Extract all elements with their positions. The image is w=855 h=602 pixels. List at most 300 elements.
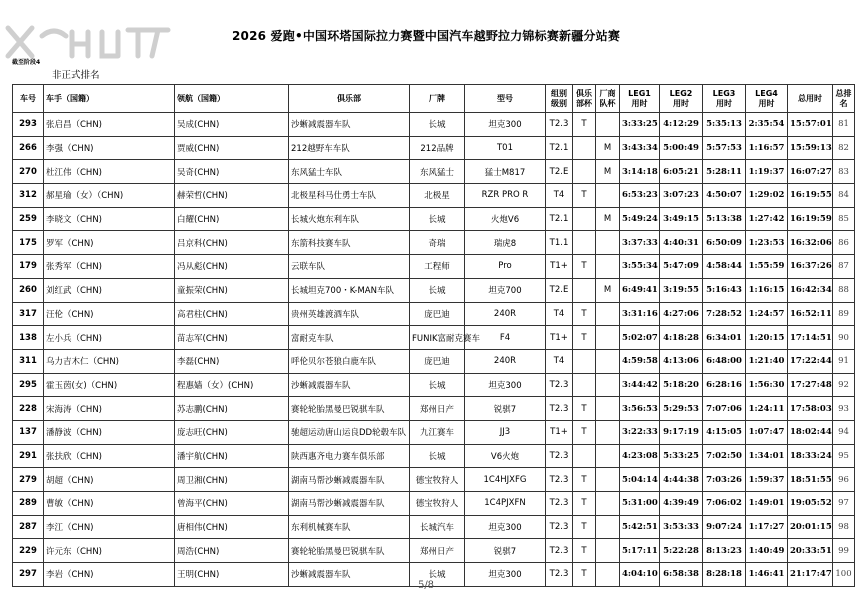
leg1-time-cell: 3:22:33 (620, 420, 660, 444)
leg4-time-cell: 1:23:53 (746, 231, 788, 255)
model-cell: 1C4PJXFN (465, 492, 546, 516)
codriver-cell: 吴成(CHN) (175, 113, 289, 137)
total-time-cell: 16:42:34 (788, 278, 833, 302)
leg2-time-cell: 4:40:31 (660, 231, 703, 255)
table-row (13, 539, 855, 563)
car-number-cell: 138 (13, 326, 44, 350)
codriver-cell: 庞志旺(CHN) (175, 420, 289, 444)
total-time-cell: 19:05:52 (788, 492, 833, 516)
leg4-time-cell: 1:49:01 (746, 492, 788, 516)
brand-cell: 长城汽车 (410, 515, 465, 539)
driver-cell: 潘静波（CHN) (44, 420, 175, 444)
leg3-time-cell: 7:02:50 (703, 444, 746, 468)
table-row (13, 349, 855, 373)
maker-cup-cell (596, 420, 620, 444)
club-cup-cell: T (573, 184, 596, 208)
club-cup-cell (573, 136, 596, 160)
maker-cup-cell (596, 113, 620, 137)
total-time-cell: 17:27:48 (788, 373, 833, 397)
car-number-cell: 229 (13, 539, 44, 563)
leg1-time-cell: 3:55:34 (620, 255, 660, 279)
car-number-cell: 228 (13, 397, 44, 421)
stage-label: 截至阶段4 (12, 59, 41, 66)
leg1-time-cell: 5:42:51 (620, 515, 660, 539)
leg3-time-cell: 6:50:09 (703, 231, 746, 255)
club-cup-cell: T (573, 515, 596, 539)
leg3-time-cell: 8:28:18 (703, 563, 746, 587)
model-cell: 1C4HJXFG (465, 468, 546, 492)
maker-cup-cell (596, 444, 620, 468)
document-title: 2026 爱跑•中国环塔国际拉力赛暨中国汽车越野拉力锦标赛新疆分站赛 (231, 29, 621, 43)
leg1-time-cell: 3:33:25 (620, 113, 660, 137)
table-row (13, 492, 855, 516)
table-row (13, 444, 855, 468)
model-cell: 锐骐7 (465, 539, 546, 563)
codriver-cell: 程惠嫱（女）(CHN) (175, 373, 289, 397)
total-time-cell: 16:32:06 (788, 231, 833, 255)
leg3-time-cell: 5:28:11 (703, 160, 746, 184)
leg1-time-cell: 3:31:16 (620, 302, 660, 326)
class-cell: T4 (546, 302, 573, 326)
leg4-time-cell: 1:27:42 (746, 207, 788, 231)
driver-cell: 霍玉茵(女)（CHN) (44, 373, 175, 397)
leg1-time-cell: 4:23:08 (620, 444, 660, 468)
total-time-cell: 18:33:24 (788, 444, 833, 468)
leg1-time-cell: 5:49:24 (620, 207, 660, 231)
total-time-cell: 16:37:26 (788, 255, 833, 279)
maker-cup-cell (596, 231, 620, 255)
total-time-cell: 16:19:55 (788, 184, 833, 208)
club-cup-cell: T (573, 492, 596, 516)
total-time-cell: 15:59:13 (788, 136, 833, 160)
table-row (13, 373, 855, 397)
model-cell: RZR PRO R (465, 184, 546, 208)
leg2-time-cell: 3:49:15 (660, 207, 703, 231)
brand-cell: 212品牌 (410, 136, 465, 160)
club-cell: 云联车队 (289, 255, 410, 279)
codriver-cell: 李磊(CHN) (175, 349, 289, 373)
maker-cup-cell (596, 349, 620, 373)
driver-cell: 杜江伟（CHN) (44, 160, 175, 184)
brand-cell: 长城 (410, 278, 465, 302)
codriver-cell: 周浩(CHN) (175, 539, 289, 563)
club-cup-cell: T (573, 468, 596, 492)
table-row (13, 397, 855, 421)
club-cell: 长城坦克700・K-MAN车队 (289, 278, 410, 302)
header-class: 组别 级别 (546, 85, 573, 113)
ranking-label: 非正式排名 (52, 70, 100, 81)
club-cell: 赛轮轮胎黑曼巴锐骐车队 (289, 397, 410, 421)
driver-cell: 李岩（CHN) (44, 563, 175, 587)
brand-cell: 工程师 (410, 255, 465, 279)
codriver-cell: 曾海平(CHN) (175, 492, 289, 516)
header-leg1: LEG1 用时 (620, 85, 660, 113)
page-number: 5/8 (417, 580, 435, 591)
driver-cell: 曹敏（CHN) (44, 492, 175, 516)
leg1-time-cell: 5:04:14 (620, 468, 660, 492)
brand-cell: FUNIK富耐克赛车 (410, 326, 465, 350)
club-cell: 沙蜥减震器车队 (289, 373, 410, 397)
club-cell: 富耐克车队 (289, 326, 410, 350)
overall-rank-cell: 96 (833, 468, 855, 492)
class-cell: T2.3 (546, 492, 573, 516)
header-total-time: 总用时 (788, 85, 833, 113)
brand-cell: 长城 (410, 207, 465, 231)
total-time-cell: 20:01:15 (788, 515, 833, 539)
leg4-time-cell: 1:19:37 (746, 160, 788, 184)
driver-cell: 张扶欣（CHN) (44, 444, 175, 468)
model-cell: 240R (465, 349, 546, 373)
club-cup-cell (573, 160, 596, 184)
codriver-cell: 高君柱(CHN) (175, 302, 289, 326)
car-number-cell: 175 (13, 231, 44, 255)
brand-cell: 庞巴迪 (410, 349, 465, 373)
brand-cell: 庞巴迪 (410, 302, 465, 326)
brand-cell: 长城 (410, 563, 465, 587)
table-row (13, 207, 855, 231)
car-number-cell: 266 (13, 136, 44, 160)
class-cell: T1.1 (546, 231, 573, 255)
car-number-cell: 287 (13, 515, 44, 539)
maker-cup-cell: M (596, 160, 620, 184)
class-cell: T2.3 (546, 563, 573, 587)
car-number-cell: 317 (13, 302, 44, 326)
model-cell: F4 (465, 326, 546, 350)
leg1-time-cell: 3:44:42 (620, 373, 660, 397)
leg2-time-cell: 5:33:25 (660, 444, 703, 468)
class-cell: T2.3 (546, 444, 573, 468)
maker-cup-cell (596, 515, 620, 539)
leg4-time-cell: 1:24:57 (746, 302, 788, 326)
club-cell: 212越野车车队 (289, 136, 410, 160)
maker-cup-cell (596, 255, 620, 279)
model-cell: 坦克300 (465, 515, 546, 539)
club-cup-cell: T (573, 563, 596, 587)
leg3-time-cell: 7:07:06 (703, 397, 746, 421)
car-number-cell: 260 (13, 278, 44, 302)
header-leg4: LEG4 用时 (746, 85, 788, 113)
codriver-cell: 赫荣哲(CHN) (175, 184, 289, 208)
leg1-time-cell: 4:04:10 (620, 563, 660, 587)
overall-rank-cell: 84 (833, 184, 855, 208)
leg2-time-cell: 4:18:28 (660, 326, 703, 350)
club-cup-cell: T (573, 255, 596, 279)
club-cup-cell: T (573, 397, 596, 421)
table-row (13, 231, 855, 255)
maker-cup-cell (596, 326, 620, 350)
club-cell: 东风猛士车队 (289, 160, 410, 184)
club-cup-cell (573, 444, 596, 468)
club-cell: 东利机械赛车队 (289, 515, 410, 539)
leg1-time-cell: 3:37:33 (620, 231, 660, 255)
club-cell: 赛轮轮胎黑曼巴锐骐车队 (289, 539, 410, 563)
club-cell: 驰超运动唐山运良DD轮毂车队 (289, 420, 410, 444)
header-brand: 厂牌 (410, 85, 465, 113)
table-row (13, 278, 855, 302)
codriver-cell: 白耀(CHN) (175, 207, 289, 231)
leg4-time-cell: 1:07:47 (746, 420, 788, 444)
leg3-time-cell: 5:16:43 (703, 278, 746, 302)
class-cell: T1+ (546, 326, 573, 350)
leg2-time-cell: 3:07:23 (660, 184, 703, 208)
car-number-cell: 279 (13, 468, 44, 492)
table-row (13, 255, 855, 279)
header-maker-cup: 厂商 队杯 (596, 85, 620, 113)
leg4-time-cell: 1:34:01 (746, 444, 788, 468)
class-cell: T2.3 (546, 515, 573, 539)
club-cup-cell: T (573, 302, 596, 326)
table-row (13, 113, 855, 137)
club-cup-cell (573, 349, 596, 373)
leg4-time-cell: 1:24:11 (746, 397, 788, 421)
leg4-time-cell: 1:17:27 (746, 515, 788, 539)
total-time-cell: 16:07:27 (788, 160, 833, 184)
class-cell: T2.3 (546, 397, 573, 421)
overall-rank-cell: 82 (833, 136, 855, 160)
club-cell: 陕西惠齐电力赛车俱乐部 (289, 444, 410, 468)
overall-rank-cell: 100 (833, 563, 855, 587)
leg3-time-cell: 6:28:16 (703, 373, 746, 397)
class-cell: T2.E (546, 278, 573, 302)
leg4-time-cell: 1:56:30 (746, 373, 788, 397)
leg4-time-cell: 1:21:40 (746, 349, 788, 373)
car-number-cell: 259 (13, 207, 44, 231)
leg2-time-cell: 5:00:49 (660, 136, 703, 160)
brand-cell: 东风猛士 (410, 160, 465, 184)
total-time-cell: 16:52:11 (788, 302, 833, 326)
total-time-cell: 17:58:03 (788, 397, 833, 421)
overall-rank-cell: 88 (833, 278, 855, 302)
leg2-time-cell: 3:19:55 (660, 278, 703, 302)
driver-cell: 左小兵（CHN) (44, 326, 175, 350)
club-cell: 东箭科技赛车队 (289, 231, 410, 255)
model-cell: JJ3 (465, 420, 546, 444)
driver-cell: 李晓文（CHN) (44, 207, 175, 231)
header-leg2: LEG2 用时 (660, 85, 703, 113)
driver-cell: 郝星瑜（女）（CHN) (44, 184, 175, 208)
total-time-cell: 18:02:44 (788, 420, 833, 444)
model-cell: 坦克700 (465, 278, 546, 302)
codriver-cell: 贾威(CHN) (175, 136, 289, 160)
leg1-time-cell: 5:02:07 (620, 326, 660, 350)
leg3-time-cell: 5:13:38 (703, 207, 746, 231)
car-number-cell: 289 (13, 492, 44, 516)
brand-cell: 长城 (410, 444, 465, 468)
driver-cell: 汪伦（CHN) (44, 302, 175, 326)
driver-cell: 乌力吉木仁（CHN) (44, 349, 175, 373)
leg4-time-cell: 1:46:41 (746, 563, 788, 587)
club-cup-cell (573, 278, 596, 302)
club-cup-cell: T (573, 326, 596, 350)
driver-cell: 张秀军（CHN) (44, 255, 175, 279)
model-cell: 240R (465, 302, 546, 326)
codriver-cell: 周卫湘(CHN) (175, 468, 289, 492)
brand-cell: 郑州日产 (410, 539, 465, 563)
leg1-time-cell: 3:43:34 (620, 136, 660, 160)
codriver-cell: 冯从彪(CHN) (175, 255, 289, 279)
model-cell: 锐骐7 (465, 397, 546, 421)
codriver-cell: 吴奇(CHN) (175, 160, 289, 184)
overall-rank-cell: 86 (833, 231, 855, 255)
total-time-cell: 18:51:55 (788, 468, 833, 492)
total-time-cell: 20:33:51 (788, 539, 833, 563)
car-number-cell: 179 (13, 255, 44, 279)
model-cell: Pro (465, 255, 546, 279)
club-cup-cell (573, 207, 596, 231)
model-cell: 坦克300 (465, 113, 546, 137)
leg1-time-cell: 3:56:53 (620, 397, 660, 421)
brand-cell: 长城 (410, 373, 465, 397)
club-cell: 呼伦贝尔苍狼白鹿车队 (289, 349, 410, 373)
leg2-time-cell: 4:27:06 (660, 302, 703, 326)
leg2-time-cell: 4:13:06 (660, 349, 703, 373)
class-cell: T2.1 (546, 136, 573, 160)
leg1-time-cell: 4:59:58 (620, 349, 660, 373)
model-cell: 瑞虎8 (465, 231, 546, 255)
leg3-time-cell: 7:03:26 (703, 468, 746, 492)
leg4-time-cell: 1:16:15 (746, 278, 788, 302)
maker-cup-cell: M (596, 136, 620, 160)
leg4-time-cell: 2:35:54 (746, 113, 788, 137)
leg2-time-cell: 6:58:38 (660, 563, 703, 587)
overall-rank-cell: 81 (833, 113, 855, 137)
header-model: 型号 (465, 85, 546, 113)
club-cell: 湖南马帮沙蜥减震器车队 (289, 468, 410, 492)
leg3-time-cell: 9:07:24 (703, 515, 746, 539)
leg3-time-cell: 5:57:53 (703, 136, 746, 160)
header-driver: 车手（国籍） (44, 85, 175, 113)
leg2-time-cell: 6:05:21 (660, 160, 703, 184)
class-cell: T4 (546, 349, 573, 373)
leg2-time-cell: 5:18:20 (660, 373, 703, 397)
header-car-number: 车号 (13, 85, 44, 113)
leg2-time-cell: 3:53:33 (660, 515, 703, 539)
results-table (12, 84, 855, 587)
table-row (13, 184, 855, 208)
overall-rank-cell: 98 (833, 515, 855, 539)
table-row (13, 420, 855, 444)
maker-cup-cell (596, 397, 620, 421)
driver-cell: 李江（CHN) (44, 515, 175, 539)
total-time-cell: 16:19:59 (788, 207, 833, 231)
codriver-cell: 潘宇航(CHN) (175, 444, 289, 468)
table-row (13, 468, 855, 492)
maker-cup-cell: M (596, 207, 620, 231)
leg3-time-cell: 8:13:23 (703, 539, 746, 563)
brand-cell: 长城 (410, 113, 465, 137)
header-leg3: LEG3 用时 (703, 85, 746, 113)
leg4-time-cell: 1:40:49 (746, 539, 788, 563)
leg3-time-cell: 6:48:00 (703, 349, 746, 373)
class-cell: T2.3 (546, 468, 573, 492)
leg3-time-cell: 6:34:01 (703, 326, 746, 350)
car-number-cell: 295 (13, 373, 44, 397)
table-row (13, 515, 855, 539)
model-cell: 坦克300 (465, 563, 546, 587)
leg1-time-cell: 5:17:11 (620, 539, 660, 563)
driver-cell: 胡超（CHN) (44, 468, 175, 492)
maker-cup-cell (596, 539, 620, 563)
club-cup-cell: T (573, 113, 596, 137)
leg1-time-cell: 5:31:00 (620, 492, 660, 516)
leg2-time-cell: 4:39:49 (660, 492, 703, 516)
club-cell: 湖南马帮沙蜥减震器车队 (289, 492, 410, 516)
overall-rank-cell: 95 (833, 444, 855, 468)
maker-cup-cell (596, 468, 620, 492)
leg4-time-cell: 1:55:59 (746, 255, 788, 279)
driver-cell: 罗军（CHN) (44, 231, 175, 255)
model-cell: T01 (465, 136, 546, 160)
car-number-cell: 312 (13, 184, 44, 208)
brand-cell: 九江赛车 (410, 420, 465, 444)
overall-rank-cell: 93 (833, 397, 855, 421)
class-cell: T4 (546, 184, 573, 208)
codriver-cell: 苏志鹏(CHN) (175, 397, 289, 421)
codriver-cell: 唐相伟(CHN) (175, 515, 289, 539)
overall-rank-cell: 99 (833, 539, 855, 563)
car-number-cell: 297 (13, 563, 44, 587)
leg3-time-cell: 4:58:44 (703, 255, 746, 279)
model-cell: 火炮V6 (465, 207, 546, 231)
brand-cell: 郑州日产 (410, 397, 465, 421)
leg3-time-cell: 5:35:13 (703, 113, 746, 137)
club-cup-cell: T (573, 539, 596, 563)
maker-cup-cell: M (596, 278, 620, 302)
leg2-time-cell: 5:47:09 (660, 255, 703, 279)
maker-cup-cell (596, 373, 620, 397)
club-cup-cell: T (573, 420, 596, 444)
driver-cell: 许元东（CHN) (44, 539, 175, 563)
leg4-time-cell: 1:29:02 (746, 184, 788, 208)
model-cell: 坦克300 (465, 373, 546, 397)
overall-rank-cell: 89 (833, 302, 855, 326)
header-club-cup: 俱乐 部杯 (573, 85, 596, 113)
club-cell: 贵州英雄渡酒车队 (289, 302, 410, 326)
class-cell: T2.3 (546, 113, 573, 137)
codriver-cell: 苗志军(CHN) (175, 326, 289, 350)
total-time-cell: 17:22:44 (788, 349, 833, 373)
leg4-time-cell: 1:16:57 (746, 136, 788, 160)
leg2-time-cell: 9:17:19 (660, 420, 703, 444)
leg4-time-cell: 1:20:15 (746, 326, 788, 350)
leg2-time-cell: 4:44:38 (660, 468, 703, 492)
leg1-time-cell: 6:53:23 (620, 184, 660, 208)
table-row (13, 160, 855, 184)
car-number-cell: 270 (13, 160, 44, 184)
brand-cell: 德宝牧狩人 (410, 492, 465, 516)
overall-rank-cell: 90 (833, 326, 855, 350)
leg2-time-cell: 5:29:53 (660, 397, 703, 421)
leg2-time-cell: 4:12:29 (660, 113, 703, 137)
club-cell: 北极星科马仕勇士车队 (289, 184, 410, 208)
driver-cell: 刘红武（CHN) (44, 278, 175, 302)
club-cup-cell (573, 231, 596, 255)
driver-cell: 李强（CHN) (44, 136, 175, 160)
table-row (13, 302, 855, 326)
table-header-row (13, 85, 855, 113)
class-cell: T2.1 (546, 207, 573, 231)
brand-cell: 奇瑞 (410, 231, 465, 255)
maker-cup-cell (596, 302, 620, 326)
table-row (13, 136, 855, 160)
driver-cell: 张启昌（CHN) (44, 113, 175, 137)
driver-cell: 宋海涛（CHN) (44, 397, 175, 421)
class-cell: T2.E (546, 160, 573, 184)
total-time-cell: 17:14:51 (788, 326, 833, 350)
table-row (13, 326, 855, 350)
overall-rank-cell: 87 (833, 255, 855, 279)
club-cell: 长城火炮东利车队 (289, 207, 410, 231)
